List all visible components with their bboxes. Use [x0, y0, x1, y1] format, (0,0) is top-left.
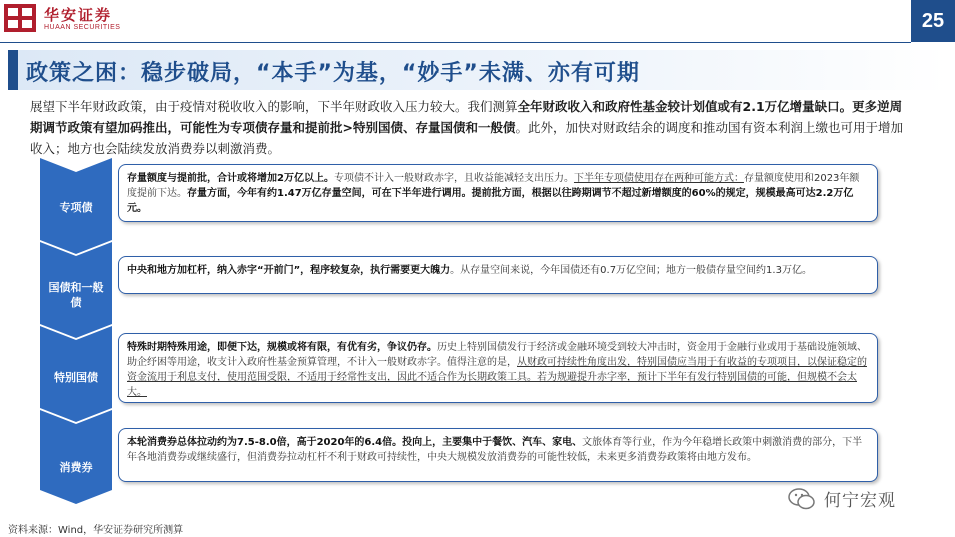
wechat-account-name: 何宁宏观	[824, 491, 896, 511]
intro-paragraph	[30, 96, 910, 159]
box-bold: 存量额度与提前批，合计或将增加2万亿以上。	[127, 173, 334, 184]
box-bold: 中央和地方加杠杆，纳入赤字“开前门”，程序较复杂，执行需要更大魄力	[127, 265, 451, 276]
box-bold: 特殊时期特殊用途，即便下达，规模或将有限，有优有劣，争议仍存。	[127, 342, 437, 353]
box-bold: 本轮消费券总体拉动约为7.5-8.0倍，高于2020年的6.4倍。投向上，主要集中于餐饮、汽车、家电、	[127, 437, 583, 448]
policy-flow	[40, 158, 112, 504]
wechat-icon	[788, 487, 816, 511]
page-number: 25	[911, 0, 955, 42]
flow-label: 特别国债	[54, 371, 98, 384]
flow-step-special-treasury	[40, 326, 112, 422]
title-accent	[8, 50, 18, 90]
brand-name: 华安证券	[44, 6, 113, 24]
wechat-watermark	[788, 486, 896, 511]
box-underline: 从财政可持续性角度出发，特别国债应当用于有收益的专项项目，以保证稳定的资金流用于利息支付，使用范围受限，不适用于经常性支出，因此不适合作为长期政策工具。若为规避提升赤字率，预计下半年有发行特别国债的可能，但规模不会太大。	[127, 357, 867, 398]
box-text: 历史上特别国债发行于经济或金融环境受到较大冲击时，资金用于金融行业或用于基础设施领域、助企纾困等用途，收支计入政府性基金预算管理，不计入一般财政赤字。值得注意的是，	[127, 342, 867, 368]
header-divider	[0, 42, 911, 43]
flow-step-special-bond	[40, 158, 112, 254]
chevron-shape-icon	[40, 410, 112, 504]
treasury-general-box	[118, 256, 878, 294]
intro-text-1: 展望下半年财政政策，由于疫情对税收收入的影响，下半年财政收入压力较大。我们测算	[30, 99, 518, 114]
flow-step-vouchers	[40, 410, 112, 504]
page-title: 政策之困：稳步破局，“本手”为基，“妙手”未满、亦有可期	[26, 61, 640, 86]
special-bond-box	[118, 164, 878, 222]
box-underline: 下半年专项债使用存在两种可能方式：	[573, 173, 744, 184]
flow-label: 专项债	[59, 201, 93, 214]
intro-bold: 全年财政收入和政府性基金较计划值或有2.1万亿增量缺口。更多逆周期调节政策有望加码推出，可能性为专项债存量和提前批>特别国债、存量国债和一般债	[30, 99, 903, 135]
box-text: 存量额度使用和2023年额度提前下达。	[127, 173, 860, 199]
huaan-logo-icon	[4, 4, 36, 32]
consumer-voucher-box	[118, 428, 878, 482]
box-text: 专项债不计入一般财政赤字，且收益能减轻支出压力。	[333, 173, 574, 184]
intro-text-2: 。此外，加快对财政结余的调度和推动国有资本利润上缴也可用于增加收入；地方也会陆续发放消费券以刺激消费。	[30, 120, 903, 156]
flow-label: 消费券	[59, 461, 93, 474]
box-text: 。从存量空间来说，今年国债还有0.7万亿空间；地方一般债存量空间约1.3万亿。	[450, 265, 812, 276]
source-note: 资料来源：Wind，华安证券研究所测算	[8, 525, 184, 536]
flow-label: 国债和一般债	[48, 281, 104, 309]
box-bold: 存量方面，今年有约1.47万亿存量空间，可在下半年进行调用。提前批方面，根据以往跨期调节不超过新增额度的60%的规定，规模最高可达2.2万亿元。	[127, 188, 854, 214]
brand-english: HUAAN SECURITIES	[44, 24, 121, 31]
special-treasury-box	[118, 333, 878, 403]
flow-step-treasury-general	[40, 242, 112, 338]
box-text: 文旅体育等行业，作为今年稳增长政策中刺激消费的部分，下半年各地消费券或继续盛行，但消费券拉动杠杆不利于财政可持续性，中央大规模发放消费券的可能性较低，未来更多消费券政策将由地方发布。	[127, 437, 863, 463]
